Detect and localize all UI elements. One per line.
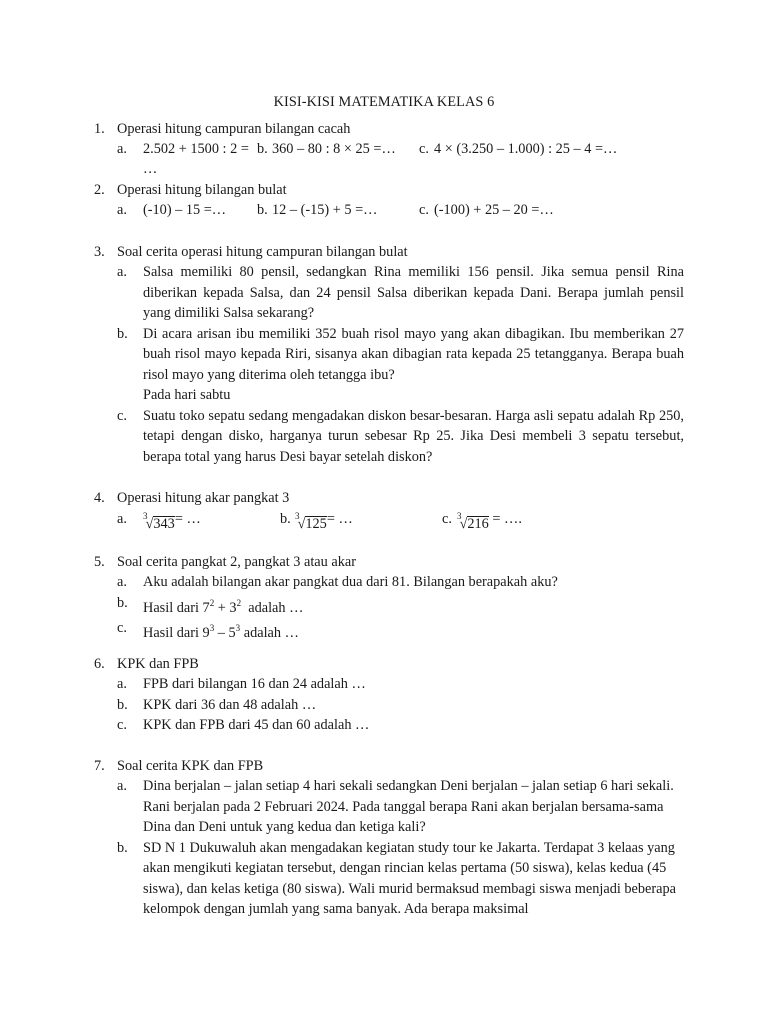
sub-item-a bbox=[117, 674, 684, 695]
option-letter: c. bbox=[442, 511, 452, 527]
radicand: 216 bbox=[467, 515, 489, 532]
sub-text: Dina berjalan – jalan setiap 4 hari sekali sedangkan Deni berjalan – jalan setiap 6 hari sekali. Rani berjalan pada 2 Februari 2024. Pada tanggal berapa Rani akan berjalan bersama-sama Dina dan Deni untuk yang kedua dan ketiga kali? bbox=[143, 778, 674, 835]
sub-item-a bbox=[117, 572, 684, 593]
expr-part: Hasil dari 9 bbox=[143, 624, 210, 641]
question-7 bbox=[94, 756, 684, 920]
sub-item-b bbox=[117, 695, 684, 716]
question-title: Soal cerita operasi hitung campuran bilangan bulat bbox=[117, 244, 408, 260]
question-2 bbox=[94, 180, 684, 220]
root-index: 3 bbox=[143, 511, 148, 521]
question-number: 7. bbox=[94, 758, 105, 774]
sub-letter: a. bbox=[117, 264, 127, 280]
option-letter: b. bbox=[280, 511, 291, 527]
sub-item-b bbox=[117, 838, 684, 920]
expr-part: Hasil dari 7 bbox=[143, 599, 210, 616]
question-title: Soal cerita pangkat 2, pangkat 3 atau akar bbox=[117, 554, 356, 570]
sub-text: Aku adalah bilangan akar pangkat dua dari 81. Bilangan berapakah aku? bbox=[143, 574, 558, 590]
sub-text: Salsa memiliki 80 pensil, sedangkan Rina memiliki 156 pensil. Jika semua pensil Rina diberikan kepada Salsa, dan 24 pensil Salsa diberikan kepada Dani. Berapa jumlah pensil yang dimiliki Salsa sekarang? bbox=[143, 264, 684, 321]
option-letter: a. bbox=[117, 141, 127, 157]
sub-text: KPK dari 36 dan 48 adalah … bbox=[143, 696, 317, 713]
sub-text: SD N 1 Dukuwaluh akan mengadakan kegiatan study tour ke Jakarta. Terdapat 3 kelaas yang akan mengikuti kegiatan tersebut, dengan rincian kelas pertama (50 siswa), kelas kedua (45 siswa), dan kelas ketiga (80 siswa). Wali murid bermaksud membagi siswa menjadi beberapa kelompok dengan jumlah yang sama banyak. Ada berapa maksimal bbox=[143, 839, 676, 917]
question-number: 1. bbox=[94, 121, 105, 137]
question-number: 5. bbox=[94, 554, 105, 570]
root-index: 3 bbox=[457, 511, 462, 521]
sub-letter: b. bbox=[117, 325, 128, 342]
question-title: Operasi hitung campuran bilangan cacah bbox=[117, 121, 351, 137]
sub-text: Di acara arisan ibu memiliki 352 buah risol mayo yang akan dibagikan. Ibu memberikan 27 buah risol mayo kepada Riri, sisanya akan dibagian rata kepada 25 tetangganya. Berapa buah risol mayo yang diterima oleh tetangga ibu? bbox=[143, 325, 684, 383]
option-b-suffix: = … bbox=[326, 511, 353, 527]
sub-item-c bbox=[117, 406, 684, 468]
sub-item-a bbox=[117, 776, 684, 838]
options-row bbox=[117, 200, 684, 220]
expr-part: adalah … bbox=[240, 624, 299, 641]
option-c-suffix: = …. bbox=[488, 511, 522, 527]
sub-item-a bbox=[117, 262, 684, 324]
sub-item-b bbox=[117, 593, 684, 618]
option-a: (-10) – 15 =… bbox=[143, 202, 227, 218]
radicand: 343 bbox=[153, 515, 175, 532]
cube-root-c: $^3$√216 bbox=[457, 511, 489, 532]
sub-letter: a. bbox=[117, 778, 127, 794]
options-row bbox=[117, 139, 684, 177]
exponent: 2 bbox=[209, 597, 215, 608]
expr-part: adalah … bbox=[241, 599, 304, 616]
option-b: 12 – (-15) + 5 =… bbox=[272, 202, 378, 218]
document-title: KISI-KISI MATEMATIKA KELAS 6 bbox=[273, 94, 495, 110]
sub-text: KPK dan FPB dari 45 dan 60 adalah … bbox=[143, 717, 370, 733]
question-title: Soal cerita KPK dan FPB bbox=[117, 758, 264, 774]
root-index: 3 bbox=[295, 511, 300, 521]
option-letter: b. bbox=[257, 141, 268, 157]
option-letter: a. bbox=[117, 511, 127, 527]
sub-text: Suatu toko sepatu sedang mengadakan diskon besar-besaran. Harga asli sepatu adalah Rp 250, tetapi dengan disko, harganya turun sebesar Rp 25. Jika Desi membeli 3 sepatu tersebut, berapa total yang harus Desi bayar setelah diskon? bbox=[143, 407, 684, 465]
sub-letter: c. bbox=[117, 407, 127, 424]
sub-extra-text: Pada hari sabtu bbox=[143, 387, 231, 403]
option-c: (-100) + 25 – 20 =… bbox=[434, 202, 554, 218]
sub-item-c bbox=[117, 715, 684, 736]
sub-letter: a. bbox=[117, 676, 127, 692]
exponent: 3 bbox=[235, 622, 241, 633]
expr-part: – 5 bbox=[214, 624, 236, 641]
exponent: 2 bbox=[236, 597, 242, 608]
sub-item-c bbox=[117, 618, 684, 643]
sub-letter: b. bbox=[117, 839, 128, 856]
question-4 bbox=[94, 488, 684, 530]
sub-text: FPB dari bilangan 16 dan 24 adalah … bbox=[143, 676, 366, 692]
sub-letter: c. bbox=[117, 717, 127, 733]
cube-root-b: $^3$√125 bbox=[295, 511, 327, 532]
question-1 bbox=[94, 119, 684, 177]
option-a: 2.502 + 1500 : 2 = … bbox=[143, 141, 249, 177]
question-3 bbox=[94, 242, 684, 467]
sub-letter: c. bbox=[117, 619, 127, 636]
sub-letter: b. bbox=[117, 696, 128, 713]
option-a-suffix: = … bbox=[174, 511, 201, 527]
question-number: 6. bbox=[94, 656, 105, 672]
option-c: 4 × (3.250 – 1.000) : 25 – 4 =… bbox=[434, 141, 618, 157]
question-6 bbox=[94, 654, 684, 736]
cube-root-a: $^3$√343 bbox=[143, 511, 175, 532]
question-number: 2. bbox=[94, 182, 105, 198]
radicand: 125 bbox=[305, 515, 327, 532]
exponent: 3 bbox=[209, 622, 215, 633]
option-letter: c. bbox=[419, 141, 429, 157]
sub-letter: a. bbox=[117, 574, 127, 590]
option-b: 360 – 80 : 8 × 25 =… bbox=[272, 141, 396, 157]
option-letter: c. bbox=[419, 202, 429, 218]
option-letter: b. bbox=[257, 202, 268, 218]
question-number: 4. bbox=[94, 490, 105, 506]
expr-part: + 3 bbox=[214, 599, 237, 616]
question-number: 3. bbox=[94, 244, 105, 260]
option-letter: a. bbox=[117, 202, 127, 218]
options-row bbox=[117, 508, 684, 530]
question-title: KPK dan FPB bbox=[117, 656, 199, 672]
question-5 bbox=[94, 552, 684, 643]
question-title: Operasi hitung bilangan bulat bbox=[117, 182, 287, 198]
question-title: Operasi hitung akar pangkat 3 bbox=[117, 490, 290, 506]
sub-item-b bbox=[117, 324, 684, 406]
sub-letter: b. bbox=[117, 594, 128, 611]
